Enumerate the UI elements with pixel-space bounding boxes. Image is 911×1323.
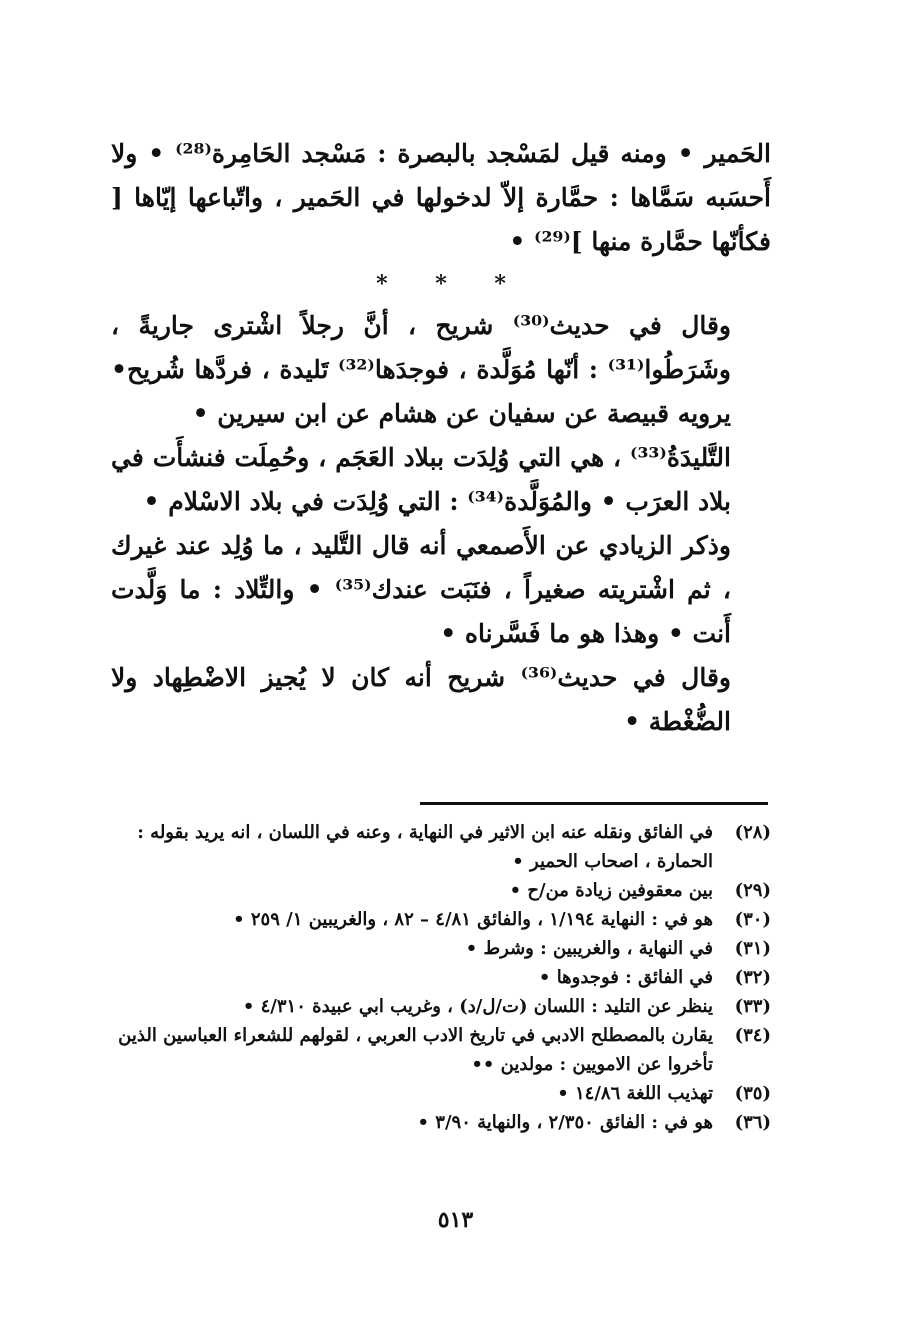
footnote-text: هو في : النهاية ١/١٩٤ ، والفائق ٤/٨١ – ٨٢ ، والغريبين ١/ ٢٥٩ • xyxy=(233,909,713,930)
footnotes xyxy=(111,818,771,1137)
footnote-number: (٢٨) xyxy=(734,822,771,843)
footnote-text: يقارن بالمصطلح الادبي في تاريخ الادب العربي ، لقولهم للشعراء العباسين الذين تأخروا عن الامويين : مولدين •• xyxy=(118,1025,713,1075)
footnote-item xyxy=(111,818,771,876)
footnote-number: (٣٣) xyxy=(734,996,771,1017)
footnote-item xyxy=(111,963,771,992)
footnote-item xyxy=(111,905,771,934)
footnote-number: (٣١) xyxy=(734,938,771,959)
footnote-item xyxy=(111,992,771,1021)
paragraph-5: وقال في حديث⁽³⁶⁾ شريح أنه كان لا يُجيز الاضْطِهاد ولا الضُّغْطة • xyxy=(111,663,731,736)
footnote-number: (٣٦) xyxy=(734,1112,771,1133)
page-number: ٥١٣ xyxy=(437,1207,474,1233)
footnote-item xyxy=(111,1021,771,1079)
footnote-text: ينظر عن التليد : اللسان (ت/ل/د) ، وغريب ابي عبيدة ٤/٣١٠ • xyxy=(242,996,713,1017)
section-divider-stars: * * * xyxy=(376,271,506,297)
paragraph-4: وذكر الزيادي عن الأَصمعي أنه قال التَّليد ، ما وُلِد عند غيرك ، ثم اشْتريته صغيراً ، فنَبَت عندك⁽³⁵⁾ • والتِّلاد : ما وَلَّدت أَنت • وهذا هو ما فَسَّرناه • xyxy=(111,531,731,648)
paragraph-1: الحَمير • ومنه قيل لمَسْجد بالبصرة : مَسْجد الحَامِرة⁽²⁸⁾ • ولا أَحسَبه سَمَّاها : حمَّارة إلاّ لدخولها في الحَمير ، واتّباعها إيّاها [ فكأنّها حمَّارة منها ]⁽²⁹⁾ • xyxy=(111,139,771,256)
footnote-item xyxy=(111,1108,771,1137)
footnote-item xyxy=(111,934,771,963)
footnote-number: (٣٥) xyxy=(734,1083,771,1104)
footnote-item xyxy=(111,1079,771,1108)
footnote-text: بين معقوفين زيادة من/ح • xyxy=(509,880,713,901)
paragraph-3: التَّليدَةُ⁽³³⁾ ، هي التي وُلِدَت ببلاد العَجَم ، وحُمِلَت فنشأَت في بلاد العرَب • والمُوَلَّدة⁽³⁴⁾ : التي وُلِدَت في بلاد الاسْلام • xyxy=(111,443,731,516)
footnote-text: في الفائق : فوجدوها • xyxy=(538,967,713,988)
paragraph-2: وقال في حديث⁽³⁰⁾ شريح ، أنَّ رجلاً اشْترى جاريةً ، وشَرَطُوا⁽³¹⁾ : أنّها مُوَلَّدة ، فوجدَها⁽³²⁾ تَليدة ، فردَّها شُريح• يرويه قبيصة عن سفيان عن هشام عن ابن سيرين • xyxy=(111,311,732,428)
footnote-separator xyxy=(420,802,768,805)
footnote-number: (٣٢) xyxy=(734,967,771,988)
footnote-number: (٣٤) xyxy=(734,1025,771,1046)
footnote-text: في الفائق ونقله عنه ابن الاثير في النهاية ، وعنه في اللسان ، انه يريد بقوله : الحمارة ، اصحاب الحمير • xyxy=(137,822,713,872)
main-text xyxy=(111,132,771,744)
footnote-text: في النهاية ، والغريبين : وشرط • xyxy=(465,938,713,959)
footnote-text: هو في : الفائق ٢/٣٥٠ ، والنهاية ٣/٩٠ • xyxy=(417,1112,713,1133)
footnote-number: (٣٠) xyxy=(734,909,771,930)
footnote-item xyxy=(111,876,771,905)
footnote-text: تهذيب اللغة ١٤/٨٦ • xyxy=(557,1083,713,1104)
footnote-number: (٢٩) xyxy=(734,880,771,901)
